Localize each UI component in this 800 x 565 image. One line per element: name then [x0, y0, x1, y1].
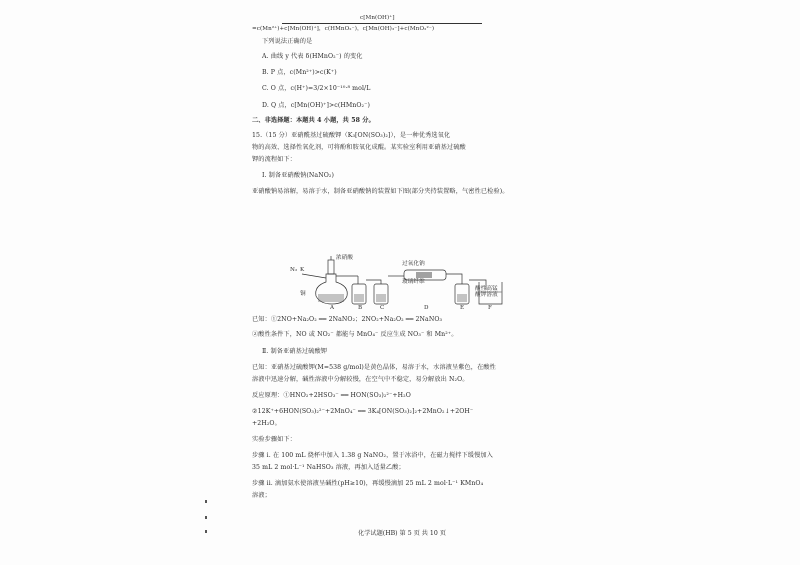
option-d: D. Q 点，c[Mn(OH)⁺]>c(HMnO₂⁻)	[262, 102, 370, 109]
label-n2: N₂	[290, 267, 298, 273]
apparatus-diagram	[274, 252, 524, 308]
margin-dot	[205, 530, 207, 533]
known-1: 已知：①2NO+Na₂O₂ ══ 2NaNO₂；2NO₂+Na₂O₂ ══ 2NaNO₃	[252, 316, 443, 323]
formula-numerator: c[Mn(OH)⁺]	[360, 15, 395, 21]
part2-description-2: 溶液中迅速分解，碱性溶液中分解较慢，在空气中不稳定，易分解放出 N₂O。	[252, 376, 469, 383]
margin-dot	[205, 500, 207, 503]
part1-heading: Ⅰ. 制备亚硝酸钠(NaNO₂)	[262, 172, 335, 179]
label-c: C	[380, 305, 385, 311]
label-e: E	[460, 305, 465, 311]
reaction-principle-2-cont: +2H₂O。	[252, 420, 281, 427]
exam-page	[252, 8, 552, 558]
reaction-principle-2: ②12K⁺+6HON(SO₃)₂²⁻+2MnO₄⁻ ══ 3K₄[ON(SO₃)₂]₂+2MnO₂↓+2OH⁻	[252, 408, 474, 415]
option-b: B. P 点，c(Mn²⁺)>c(K⁺)	[262, 69, 337, 76]
part2-description-1: 已知：亚硝基过硫酸钾(M=538 g/mol)是黄色晶体，易溶于水，水溶液呈紫色，在酸性	[252, 364, 496, 371]
page-footer: 化学试题(HB) 第 5 页 共 10 页	[358, 530, 446, 537]
section-heading: 二、非选择题：本题共 4 小题，共 58 分。	[252, 117, 375, 124]
label-a: A	[330, 305, 335, 311]
step-1-line-2: 35 mL 2 mol·L⁻¹ NaHSO₃ 溶液，再加入适量乙酸；	[252, 464, 405, 471]
label-sodium-peroxide: 过氧化钠	[402, 261, 425, 267]
q15-line1: 15.（15 分）亚硝酰基过硫酸钾（K₃[ON(SO₃)₂]），是一种优秀选氧化	[252, 132, 451, 139]
label-b: B	[358, 305, 363, 311]
label-copper: 铜	[300, 291, 306, 297]
steps-heading: 实验步骤如下：	[252, 436, 297, 443]
question-prompt: 下列说法正确的是	[262, 38, 313, 45]
reaction-principle-1: 反应原理：①HNO₂+2HSO₃⁻ ══ HON(SO₃)₂²⁻+H₂O	[252, 392, 411, 399]
label-f: F	[488, 305, 492, 311]
option-c: C. O 点，c(H⁺)=3/2×10⁻¹⁰·⁸ mol/L	[262, 85, 371, 92]
label-permanganate-solution: 酸性高锰酸钾溶液	[475, 286, 498, 298]
label-nitric-acid: 浓硝酸	[336, 255, 354, 261]
option-a: A. 曲线 y 代表 δ(HMnO₂⁻) 的变化	[262, 53, 363, 60]
q15-line2: 物的高效、选择性氧化剂，可将酚和胺氧化成醌。某实验室利用亚硝基过硫酸	[252, 144, 466, 151]
formula-denominator: =c(Mn²⁺)+c[Mn(OH)⁺]，c(HMnO₂⁻)，c[Mn(OH)₃⁻]+c(MnO₂²⁻)	[252, 26, 435, 32]
step-2-line-2: 溶液；	[252, 492, 271, 499]
margin-dot	[205, 516, 207, 519]
step-1-line-1: 步骤 i. 在 100 mL 烧杯中加入 1.38 g NaNO₂，置于冰浴中，在磁力搅拌下缓慢加入	[252, 452, 493, 459]
fraction-bar	[282, 23, 482, 24]
label-k: K	[300, 267, 305, 273]
part2-heading: Ⅱ. 制备亚硝基过硫酸钾	[262, 348, 328, 355]
label-d: D	[424, 305, 429, 311]
q15-line3: 钾的流程如下：	[252, 156, 297, 163]
label-glass-fiber: 玻璃纤维	[402, 279, 425, 285]
part1-description: 亚硝酸钠易溶解，易溶于水，制备亚硝酸钠的装置如下图(部分夹持装置略，气密性已检验)。	[252, 188, 509, 195]
step-2-line-1: 步骤 ii. 滴加氨水使溶液呈碱性(pH≥10)，再缓慢滴加 25 mL 2 mol·L⁻¹ KMnO₄	[252, 480, 484, 487]
known-2: ②酸性条件下，NO 或 NO₂⁻ 都能与 MnO₄⁻ 反应生成 NO₃⁻ 和 Mn²⁺。	[252, 331, 458, 338]
